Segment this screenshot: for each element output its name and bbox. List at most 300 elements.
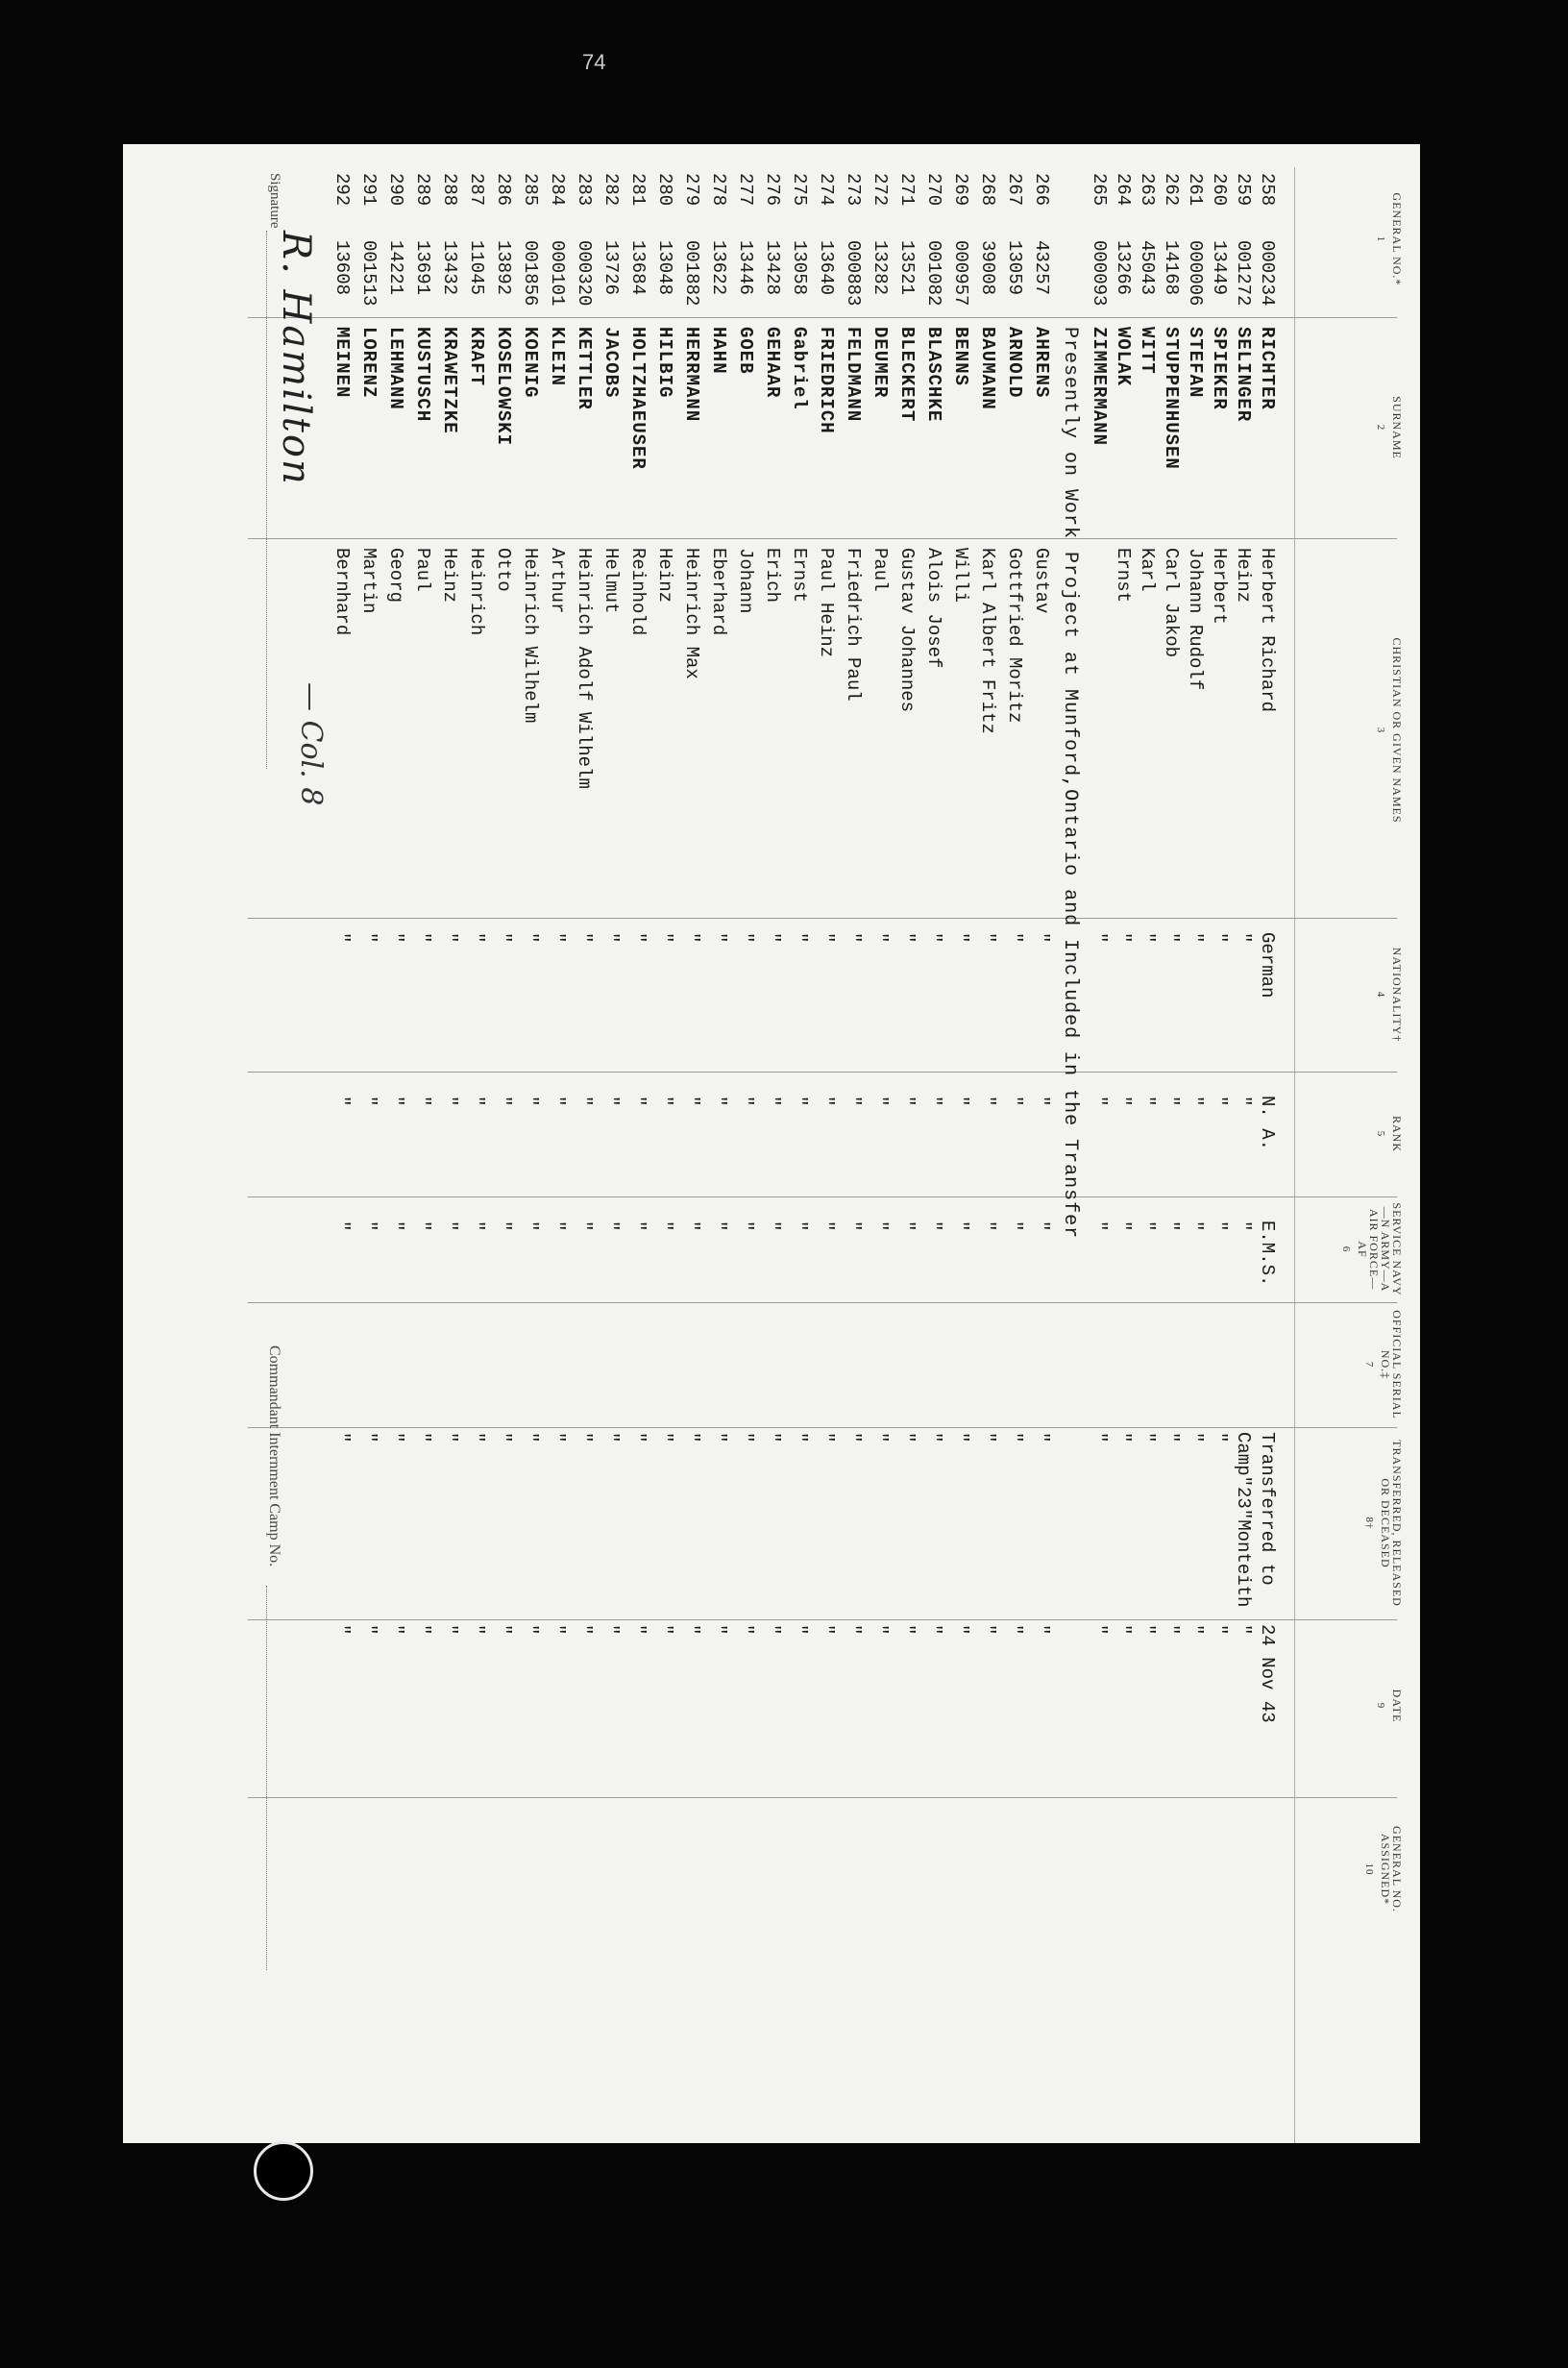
cell-nat: " [627, 932, 649, 944]
cell-serial: 13058 [789, 240, 810, 296]
cell-svc: " [358, 1221, 380, 1232]
cell-surname: WITT [1137, 327, 1158, 375]
cell-serial: 001272 [1233, 240, 1254, 307]
header-given-names: CHRISTIAN OR GIVEN NAMES 3 [1375, 637, 1404, 824]
cell-nat: " [466, 932, 487, 944]
cell-serial: 13684 [627, 240, 649, 296]
header-transferred: TRANSFERRED, RELEASED OR DECEASED 8† [1363, 1440, 1404, 1607]
cell-rank: " [896, 1096, 918, 1107]
header-general-no-assigned: GENERAL NO. ASSIGNED* 10 [1363, 1826, 1404, 1912]
cell-svc: " [412, 1221, 433, 1232]
table-row [328, 144, 351, 2143]
cell-rank: " [1031, 1096, 1052, 1107]
cell-xfer: " [1209, 1432, 1230, 1443]
table-row [973, 144, 996, 2143]
cell-svc: " [1137, 1221, 1158, 1232]
cell-xfer: " [493, 1432, 514, 1443]
cell-serial: 000320 [574, 240, 595, 307]
cell-surname: KETTLER [574, 327, 595, 410]
cell-svc: " [1004, 1221, 1025, 1232]
cell-gen: 289 [412, 173, 433, 207]
cell-svc: " [977, 1221, 998, 1232]
cell-rank: " [439, 1096, 460, 1107]
cell-xfer: " [547, 1432, 568, 1443]
cell-gen: 279 [681, 173, 702, 207]
cell-given: Reinhold [627, 548, 649, 636]
cell-surname: LEHMANN [385, 327, 406, 410]
cell-given: Ernst [1113, 548, 1134, 604]
cell-rank: " [493, 1096, 514, 1107]
cell-serial: 001856 [520, 240, 541, 307]
header-nationality: NATIONALITY† 4 [1375, 947, 1404, 1043]
cell-serial: 13622 [708, 240, 729, 296]
signature-label: Signature [267, 173, 282, 229]
cell-given: Erich [762, 548, 783, 604]
cell-given: Gottfried Moritz [1004, 548, 1025, 724]
cell-given: Gustav Johannes [896, 548, 918, 713]
cell-xfer: " [358, 1432, 380, 1443]
table-row [893, 144, 916, 2143]
cell-svc: " [789, 1221, 810, 1232]
table-row [462, 144, 485, 2143]
cell-rank: " [977, 1096, 998, 1107]
cell-rank: " [735, 1096, 756, 1107]
cell-gen: 288 [439, 173, 460, 207]
cell-given: Heinz [1233, 548, 1254, 604]
cell-nat: " [547, 932, 568, 944]
cell-xfer: " [600, 1432, 622, 1443]
cell-nat: " [1031, 932, 1052, 944]
cell-date: " [1233, 1624, 1254, 1636]
cell-xfer: " [1031, 1432, 1052, 1443]
cell-xfer: " [1185, 1432, 1206, 1443]
cell-svc: " [493, 1221, 514, 1232]
cell-gen: 259 [1233, 173, 1254, 207]
cell-surname: KRAFT [466, 327, 487, 387]
cell-given: Paul [870, 548, 891, 592]
cell-given: Heinrich Adolf Wilhelm [574, 548, 595, 789]
cell-surname: LORENZ [358, 327, 380, 399]
cell-surname: HERRMANN [681, 327, 702, 423]
cell-xfer: " [1113, 1432, 1134, 1443]
cell-rank: " [708, 1096, 729, 1107]
cell-given: Heinrich [466, 548, 487, 636]
cell-date: " [789, 1624, 810, 1636]
cell-svc: " [466, 1221, 487, 1232]
cell-surname: ZIMMERMANN [1089, 327, 1110, 447]
cell-serial: 13691 [412, 240, 433, 296]
table-row [731, 144, 754, 2143]
cell-svc: " [870, 1221, 891, 1232]
cell-date: " [331, 1624, 353, 1636]
cell-serial: 13521 [896, 240, 918, 296]
cell-serial: 000093 [1089, 240, 1110, 307]
cell-surname: HOLTZHAEUSER [627, 327, 649, 470]
cell-rank: " [950, 1096, 971, 1107]
cell-svc: " [439, 1221, 460, 1232]
table-row [839, 144, 862, 2143]
cell-surname: HAHN [708, 327, 729, 375]
cell-date: " [493, 1624, 514, 1636]
cell-serial: 13428 [762, 240, 783, 296]
cell-date: " [681, 1624, 702, 1636]
header-surname: SURNAME 2 [1375, 396, 1404, 459]
cell-rank: " [816, 1096, 837, 1107]
cell-given: Carl Jakob [1161, 548, 1182, 658]
cell-gen: 278 [708, 173, 729, 207]
cell-surname: FELDMANN [843, 327, 864, 423]
cell-rank: " [385, 1096, 406, 1107]
cell-rank: " [1233, 1096, 1254, 1107]
cell-gen: 280 [654, 173, 675, 207]
cell-nat: " [1161, 932, 1182, 944]
cell-gen: 258 [1257, 173, 1278, 207]
cell-gen: 264 [1113, 173, 1134, 207]
cell-xfer: " [950, 1432, 971, 1443]
cell-given: Heinrich Wilhelm [520, 548, 541, 724]
cell-xfer: " [1004, 1432, 1025, 1443]
cell-rank: " [358, 1096, 380, 1107]
header-service: SERVICE NAVY—N ARMY—A AIR FORCE—AF 6 [1340, 1202, 1404, 1296]
signature-line [266, 231, 267, 769]
cell-nat: " [520, 932, 541, 944]
cell-date: " [950, 1624, 971, 1636]
cell-xfer: " [977, 1432, 998, 1443]
cell-serial: 13266 [1113, 240, 1134, 296]
cell-given: Paul Heinz [816, 548, 837, 658]
cell-nat: " [412, 932, 433, 944]
cell-xfer: " [870, 1432, 891, 1443]
cell-svc: " [950, 1221, 971, 1232]
cell-date: " [520, 1624, 541, 1636]
cell-rank: " [870, 1096, 891, 1107]
cell-rank: " [600, 1096, 622, 1107]
cell-given: Heinz [439, 548, 460, 604]
cell-rank: " [1161, 1096, 1182, 1107]
cell-surname: KOSELOWSKI [493, 327, 514, 447]
table-row [408, 144, 431, 2143]
table-row [677, 144, 700, 2143]
cell-date: " [923, 1624, 944, 1636]
cell-rank: " [1089, 1096, 1110, 1107]
cell-xfer: " [627, 1432, 649, 1443]
cell-nat: " [1209, 932, 1230, 944]
cell-date: " [358, 1624, 380, 1636]
cell-gen: 269 [950, 173, 971, 207]
cell-serial: 13892 [493, 240, 514, 296]
cell-nat: " [950, 932, 971, 944]
header-rank: RANK 5 [1375, 1115, 1404, 1152]
cell-svc: " [331, 1221, 353, 1232]
cell-date: " [870, 1624, 891, 1636]
cell-surname: KLEIN [547, 327, 568, 387]
cell-serial: 13432 [439, 240, 460, 296]
register-form [123, 144, 1420, 2143]
cell-svc: " [627, 1221, 649, 1232]
cell-rank: " [923, 1096, 944, 1107]
cell-date: " [627, 1624, 649, 1636]
table-row [597, 144, 620, 2143]
cell-given: Karl [1137, 548, 1158, 592]
cell-surname: KOENIG [520, 327, 541, 399]
header-official-serial: OFFICIAL SERIAL NO.‡ 7 [1363, 1310, 1404, 1419]
cell-given: Helmut [600, 548, 622, 614]
cell-svc: " [1161, 1221, 1182, 1232]
cell-xfer: " [708, 1432, 729, 1443]
cell-serial: 001882 [681, 240, 702, 307]
cell-xfer: Camp"23"Monteith [1233, 1432, 1254, 1608]
table-row [516, 144, 539, 2143]
cell-nat: " [735, 932, 756, 944]
cell-date: " [1137, 1624, 1158, 1636]
cell-serial: 14168 [1161, 240, 1182, 296]
cell-gen: 261 [1185, 173, 1206, 207]
cell-gen: 287 [466, 173, 487, 207]
cell-gen: 292 [331, 173, 353, 207]
cell-rank: " [520, 1096, 541, 1107]
table-row [489, 144, 512, 2143]
cell-xfer: " [923, 1432, 944, 1443]
cell-surname: GEHAAR [762, 327, 783, 399]
cell-date: " [1113, 1624, 1134, 1636]
signature: R. Hamilton [274, 231, 318, 486]
table-row [1181, 144, 1204, 2143]
table-row [650, 144, 674, 2143]
cell-nat: " [896, 932, 918, 944]
cell-serial: 001513 [358, 240, 380, 307]
cell-date: " [708, 1624, 729, 1636]
cell-rank: " [762, 1096, 783, 1107]
cell-surname: BENNS [950, 327, 971, 387]
cell-surname: ARNOLD [1004, 327, 1025, 399]
cell-serial: 000234 [1257, 240, 1278, 307]
cell-given: Johann [735, 548, 756, 614]
cell-gen: 263 [1137, 173, 1158, 207]
cell-svc: E.M.S. [1257, 1221, 1278, 1287]
cell-svc: " [547, 1221, 568, 1232]
commandant-line [266, 1586, 267, 1970]
table-row [1000, 144, 1023, 2143]
cell-nat: " [1137, 932, 1158, 944]
cell-nat: " [843, 932, 864, 944]
cell-nat: " [789, 932, 810, 944]
cell-given: Ernst [789, 548, 810, 604]
cell-rank: " [654, 1096, 675, 1107]
table-row [1229, 144, 1252, 2143]
commandant-label: Commandant Internment Camp No. [266, 1345, 282, 1567]
cell-date: " [547, 1624, 568, 1636]
cell-nat: " [762, 932, 783, 944]
cell-nat: " [1233, 932, 1254, 944]
cell-rank: " [1137, 1096, 1158, 1107]
cell-date: " [600, 1624, 622, 1636]
table-row [1253, 144, 1276, 2143]
cell-xfer: " [1137, 1432, 1158, 1443]
cell-nat: " [1185, 932, 1206, 944]
table-row [1157, 144, 1180, 2143]
cell-surname: SELINGER [1233, 327, 1254, 423]
cell-svc: " [385, 1221, 406, 1232]
cell-serial: 000957 [950, 240, 971, 307]
cell-nat: " [385, 932, 406, 944]
cell-date: " [1161, 1624, 1182, 1636]
cell-rank: " [681, 1096, 702, 1107]
cell-gen: 282 [600, 173, 622, 207]
cell-given: Heinz [654, 548, 675, 604]
table-row [355, 144, 378, 2143]
cell-date: " [1185, 1624, 1206, 1636]
cell-date: " [1004, 1624, 1025, 1636]
table-row [1133, 144, 1156, 2143]
cell-surname: BLASCHKE [923, 327, 944, 423]
cell-nat: " [439, 932, 460, 944]
cell-xfer: " [654, 1432, 675, 1443]
table-row [1205, 144, 1228, 2143]
cell-surname: BAUMANN [977, 327, 998, 410]
cell-serial: 13449 [1209, 240, 1230, 296]
cell-serial: 000883 [843, 240, 864, 307]
table-row [785, 144, 808, 2143]
cell-surname: SPIEKER [1209, 327, 1230, 410]
cell-serial: 000101 [547, 240, 568, 307]
cell-svc: " [654, 1221, 675, 1232]
cell-serial: 13640 [816, 240, 837, 296]
cell-gen: 285 [520, 173, 541, 207]
cell-date: " [977, 1624, 998, 1636]
cell-svc: " [681, 1221, 702, 1232]
cell-svc: " [520, 1221, 541, 1232]
cell-xfer: " [843, 1432, 864, 1443]
cell-nat: " [870, 932, 891, 944]
cell-gen: 266 [1031, 173, 1052, 207]
signature-note: — Col. 8 [294, 682, 328, 806]
cell-xfer: " [1161, 1432, 1182, 1443]
cell-surname: HILBIG [654, 327, 675, 399]
cell-given: Willi [950, 548, 971, 604]
table-row [381, 144, 404, 2143]
cell-svc: " [843, 1221, 864, 1232]
cell-rank: " [843, 1096, 864, 1107]
cell-gen: 274 [816, 173, 837, 207]
cell-surname: JACOBS [600, 327, 622, 399]
cell-serial: 001082 [923, 240, 944, 307]
cell-nat: " [331, 932, 353, 944]
cell-gen: 271 [896, 173, 918, 207]
cell-surname: MEINEN [331, 327, 353, 399]
cell-date: " [735, 1624, 756, 1636]
cell-gen: 290 [385, 173, 406, 207]
cell-svc: " [816, 1221, 837, 1232]
cell-nat: " [600, 932, 622, 944]
cell-date: " [574, 1624, 595, 1636]
cell-gen: 265 [1089, 173, 1110, 207]
cell-surname: BLECKERT [896, 327, 918, 423]
cell-nat: " [923, 932, 944, 944]
table-row [624, 144, 647, 2143]
cell-date: " [1031, 1624, 1052, 1636]
cell-xfer: " [896, 1432, 918, 1443]
cell-rank: " [331, 1096, 353, 1107]
cell-xfer: " [331, 1432, 353, 1443]
cell-serial: 13446 [735, 240, 756, 296]
cell-xfer: " [735, 1432, 756, 1443]
cell-nat: " [1089, 932, 1110, 944]
cell-gen: 283 [574, 173, 595, 207]
cell-serial: 000006 [1185, 240, 1206, 307]
table-row [758, 144, 781, 2143]
table-row [812, 144, 835, 2143]
table-row [704, 144, 727, 2143]
cell-nat: " [681, 932, 702, 944]
cell-surname: AHRENS [1031, 327, 1052, 399]
cell-given: Friedrich Paul [843, 548, 864, 702]
header-rule [1294, 167, 1295, 2143]
cell-svc: " [735, 1221, 756, 1232]
work-project-note: Presently on Work Project at Munford,Ontario and Included in the Transfer [1059, 327, 1081, 1240]
cell-serial: 39008 [977, 240, 998, 296]
header-date: DATE 9 [1375, 1689, 1404, 1723]
cell-svc: " [762, 1221, 783, 1232]
cell-rank: " [789, 1096, 810, 1107]
cell-serial: 43257 [1031, 240, 1052, 296]
cell-svc: " [896, 1221, 918, 1232]
cell-rank: " [627, 1096, 649, 1107]
cell-svc: " [1185, 1221, 1206, 1232]
cell-date: " [896, 1624, 918, 1636]
table-row [866, 144, 889, 2143]
cell-given: Bernhard [331, 548, 353, 636]
cell-xfer: " [1089, 1432, 1110, 1443]
cell-rank: " [412, 1096, 433, 1107]
cell-gen: 267 [1004, 173, 1025, 207]
cell-svc: " [1031, 1221, 1052, 1232]
cell-rank: " [1209, 1096, 1230, 1107]
cell-svc: " [1209, 1221, 1230, 1232]
cell-serial: 45043 [1137, 240, 1158, 296]
cell-gen: 276 [762, 173, 783, 207]
cell-given: Karl Albert Fritz [977, 548, 998, 734]
cell-svc: " [574, 1221, 595, 1232]
cell-given: Martin [358, 548, 380, 614]
register-sheet [123, 144, 1420, 2143]
cell-surname: FRIEDRICH [816, 327, 837, 434]
cell-serial: 13048 [654, 240, 675, 296]
cell-rank: " [1113, 1096, 1134, 1107]
cell-date: " [816, 1624, 837, 1636]
cell-nat: " [1004, 932, 1025, 944]
cell-given: Johann Rudolf [1185, 548, 1206, 691]
cell-date: " [412, 1624, 433, 1636]
cell-surname: WOLAK [1113, 327, 1134, 387]
cell-serial: 13726 [600, 240, 622, 296]
cell-xfer: Transferred to [1257, 1432, 1278, 1586]
cell-xfer: " [385, 1432, 406, 1443]
cell-surname: Gabriel [789, 327, 810, 410]
cell-given: Arthur [547, 548, 568, 614]
cell-date: " [1089, 1624, 1110, 1636]
cell-nat: " [1113, 932, 1134, 944]
cell-svc: " [600, 1221, 622, 1232]
cell-xfer: " [439, 1432, 460, 1443]
cell-surname: GOEB [735, 327, 756, 375]
cell-serial: 11045 [466, 240, 487, 296]
cell-serial: 13059 [1004, 240, 1025, 296]
table-row [1027, 144, 1050, 2143]
cell-given: Otto [493, 548, 514, 592]
cell-nat: " [816, 932, 837, 944]
cell-xfer: " [466, 1432, 487, 1443]
cell-date: " [762, 1624, 783, 1636]
